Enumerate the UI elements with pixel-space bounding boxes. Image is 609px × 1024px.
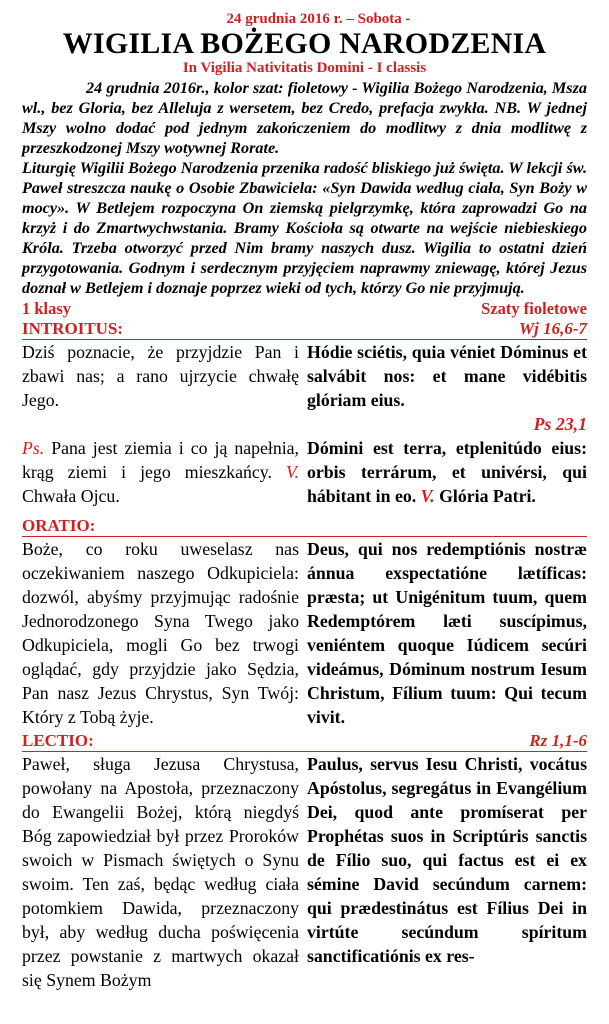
introitus-polish xyxy=(22,340,299,508)
ps-marker: Ps. xyxy=(22,438,45,458)
gloria-pl: Chwała Ojcu. xyxy=(22,486,120,506)
v-marker-la: V. xyxy=(420,486,435,506)
lectio-heading-row xyxy=(22,731,587,752)
ps-pl-text: Pana jest ziemia i co ją napełnia, krąg ziemi i jego mieszkańcy. xyxy=(22,438,299,482)
oratio-heading-row xyxy=(22,516,587,537)
intro-paragraph-2: Liturgię Wigilii Bożego Narodzenia przenika radość bliskiego już święta. W lekcji św. Paweł streszcza naukę o Osobie Zbawiciela: «Syn Dawida według ciała, Syn Boży w mocy». W Betlejem rozpoczyna On ziemską pielgrzymkę, która zaprowadzi Go na krzyż i do Zmartwychwstania. Bramy Kościoła są otwarte na wejście niebieskiego Króla. Trzeba otworzyć przed Nim bramy naszych dusz. Wigilia to ostatni dzień przygotowania. Godnym i serdecznym przyjęciem naprawmy zniewagę, której Jezus doznał w Betlejem i doznaje poprzez wieki od tych, którzy Go nie przyjmują. xyxy=(22,159,587,297)
v-marker: V. xyxy=(285,462,299,482)
class-label: 1 klasy xyxy=(22,299,72,318)
introitus-pl-psalm xyxy=(22,436,299,508)
lectio-latin xyxy=(307,752,587,992)
introitus-heading: INTROITUS: xyxy=(22,319,124,338)
rank-row xyxy=(22,299,587,319)
introitus-columns xyxy=(22,340,587,508)
date-line: 24 grudnia 2016 r. – Sobota - xyxy=(226,11,411,27)
vestments-label: Szaty fioletowe xyxy=(481,299,587,318)
page-title: WIGILIA BOŻEGO NARODZENIA xyxy=(62,27,547,60)
oratio-pl-text: Boże, co roku uweselasz nas oczekiwaniem naszego Odkupiciela: dozwól, abyśmy przyjmując radośnie Jednorodzonego Syna Twego jako Odkupiciela, mogli Go bez trwogi oglądać, gdy przyjdzie jako Sędzia, Pan nasz Jezus Chrystus, Syn Twój: Który z Tobą żyje. xyxy=(22,539,299,727)
oratio-polish xyxy=(22,537,299,729)
psalm-ref: Ps 23,1 xyxy=(533,414,587,434)
oratio-la-text: Deus, qui nos redemptiónis nostræ ánnua exspectatióne lætíficas: præsta; ut Unigénitum tuum, quem Redemptórem læti suscípimus, veniéntem quoque Iúdicem secúri videámus, Dóminum nostrum Iesum Christum, Fílium tuum: Qui tecum vivit. xyxy=(307,539,587,727)
ps-la-text: Dómini est terra, etplenitúdo eius: orbis terrárum, et univérsi, qui hábitant in eo. xyxy=(307,438,587,506)
lectio-columns xyxy=(22,752,587,992)
spacer xyxy=(22,412,299,436)
lectio-pl-text: Paweł, sługa Jezusa Chrystusa, powołany na Apostoła, przeznaczony do Ewangelii Bożej, którą niegdyś Bóg zapowiedział był przez Proroków swoich w Pismach świętych o Synu swoim. Ten zaś, będąc według ciała potomkiem Dawida, przeznaczony był, aby według ducha poświęcenia przez powstanie z martwych okazał się Synem Bożym xyxy=(22,754,299,990)
introitus-heading-row xyxy=(22,319,587,340)
lectio-polish xyxy=(22,752,299,992)
introitus-la-psalm xyxy=(307,436,587,508)
gloria-la: Glória Patri. xyxy=(434,486,536,506)
oratio-heading: ORATIO: xyxy=(22,516,96,535)
lectio-la-text: Paulus, servus Iesu Christi, vocátus Apóstolus, segregátus in Evangélium Dei, quod ante promíserat per Prophétas suos in Scriptúris sanctis de Fílio suo, qui factus est ei ex sémine David secúndum carnem: qui prædestinátus est Fílius Dei in virtúte secúndum spíritum sanctificatiónis ex res- xyxy=(307,754,587,966)
introitus-latin xyxy=(307,340,587,508)
intro-text xyxy=(22,78,587,298)
introitus-la-text: Hódie sciétis, quia véniet Dóminus et salvábit nos: et mane vidébitis glóriam eius. xyxy=(307,342,587,410)
introitus-pl-text: Dziś poznacie, że przyjdzie Pan i zbawi nas; a rano ujrzycie chwałę Jego. xyxy=(22,342,299,410)
oratio-latin xyxy=(307,537,587,729)
intro-paragraph-1: 24 grudnia 2016r., kolor szat: fioletowy - Wigilia Bożego Narodzenia, Msza wl., bez Gloria, bez Alleluja z wersetem, bez Credo, prefacja zwykła. NB. W jednej Mszy wolno dodać pod jednym zakończeniem do modlitwy z dnia modlitwę z przeszkodzonej Mszy wotywnej Rorate. xyxy=(22,79,587,157)
oratio-columns xyxy=(22,537,587,729)
latin-title: In Vigilia Nativitatis Domini - I classis xyxy=(182,60,427,76)
lectio-heading: LECTIO: xyxy=(22,731,94,750)
lectio-ref: Rz 1,1-6 xyxy=(529,731,587,750)
introitus-ref: Wj 16,6-7 xyxy=(519,319,587,338)
